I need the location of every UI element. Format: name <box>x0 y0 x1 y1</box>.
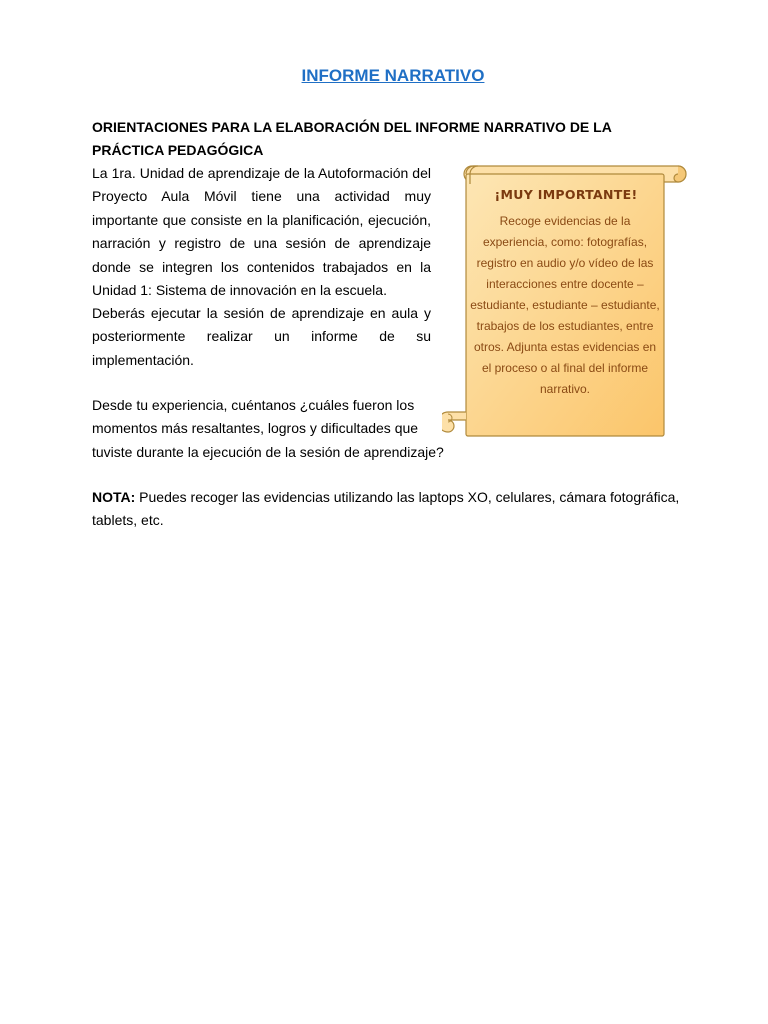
callout-title: ¡MUY IMPORTANTE! <box>494 187 638 202</box>
section-heading: ORIENTACIONES PARA LA ELABORACIÓN DEL INFORME NARRATIVO DE LA PRÁCTICA PEDAGÓGICA <box>92 119 612 158</box>
note-paragraph <box>92 486 692 533</box>
paragraph-question: Desde tu experiencia, cuéntanos ¿cuáles fueron los momentos más resaltantes, logros y dificultades que tuviste durante la ejecución de la sesión de aprendizaje? <box>92 397 444 460</box>
callout-text: Recoge evidencias de la experiencia, como: fotografías, registro en audio y/o vídeo de las interacciones entre docente – estudiante, estudiante – estudiante, trabajos de los estudiantes, entre otros. Adjunta estas evidencias en el proceso o al final del informe narrativo. <box>470 214 660 396</box>
note-label: NOTA: <box>92 489 136 505</box>
note-text: Puedes recoger las evidencias utilizando las laptops XO, celulares, cámara fotográfica, tablets, etc. <box>92 489 680 529</box>
paragraph-instructions: Deberás ejecutar la sesión de aprendizaje en aula y posteriormente realizar un informe de su implementación. <box>92 305 431 368</box>
paragraph-intro: La 1ra. Unidad de aprendizaje de la Autoformación del Proyecto Aula Móvil tiene una actividad muy importante que consiste en la planificación, ejecución, narración y registro de una sesión de aprendizaje donde se integren los contenidos trabajados en la Unidad 1: Sistema de innovación en la escuela. <box>92 165 431 299</box>
important-callout <box>442 162 690 440</box>
document-title: INFORME NARRATIVO <box>301 66 485 85</box>
